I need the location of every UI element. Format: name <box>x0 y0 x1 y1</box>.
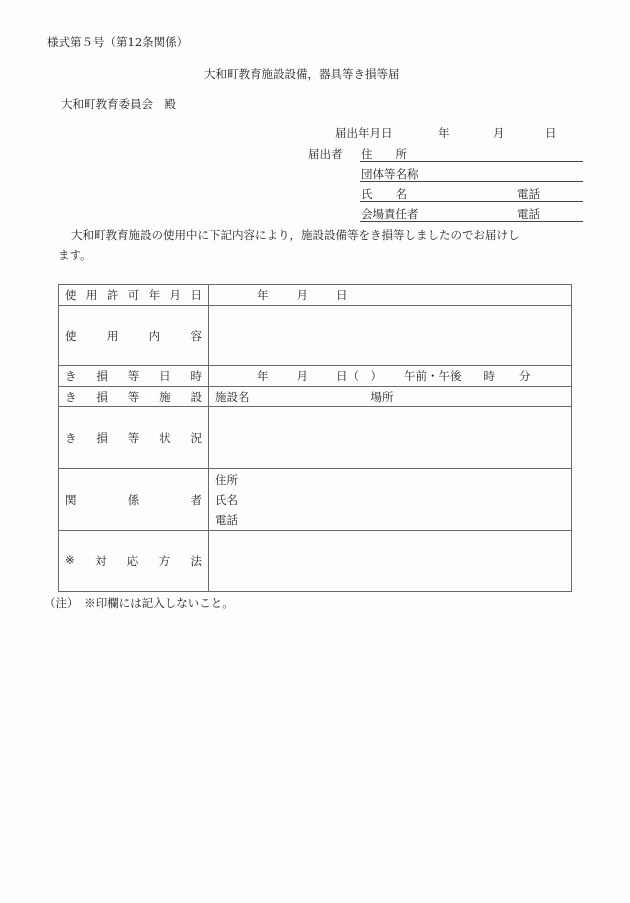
related-person-field[interactable] <box>209 469 572 531</box>
submission-month: 月 <box>493 126 505 140</box>
page-title: 大和町教育施設設備，器具等き損等届 <box>204 67 400 81</box>
table-row-related-person <box>59 469 572 531</box>
damage-datetime-field[interactable]: 年 月 日（ ） 午前・午後 時 分 <box>209 366 572 387</box>
related-address-label: 住所 <box>215 472 238 487</box>
table-row-damage-datetime <box>59 366 572 387</box>
damage-report-table <box>58 284 572 592</box>
footnote: （注） ※印欄には記入しないこと。 <box>44 596 234 610</box>
row-label: 使 用 許 可 年 月 日 <box>59 285 209 306</box>
org-underline <box>360 181 583 182</box>
intro-line-2: ます。 <box>58 248 92 262</box>
name-underline <box>360 201 583 202</box>
address-field-label[interactable]: 住 所 <box>361 147 407 161</box>
row-label: き 損 等 状 況 <box>59 407 209 469</box>
permit-date-field[interactable]: 年 月 日 <box>209 285 572 306</box>
table-row-damage-facility <box>59 387 572 407</box>
manager-field-label[interactable]: 会場責任者 <box>361 207 419 221</box>
phone-field-label[interactable]: 電話 <box>517 187 540 201</box>
intro-line-1: 大和町教育施設の使用中に下記内容により，施設設備等をき損等しましたのでお届けし <box>71 228 520 242</box>
name-field-label[interactable]: 氏 名 <box>361 187 407 201</box>
row-label: き 損 等 施 設 <box>59 387 209 407</box>
submission-year: 年 <box>438 126 450 140</box>
row-label: 使 用 内 容 <box>59 306 209 366</box>
table-row-response-method <box>59 531 572 592</box>
manager-underline <box>360 221 583 222</box>
usage-field[interactable] <box>209 306 572 366</box>
related-name-label: 氏名 <box>215 492 238 507</box>
manager-phone-label[interactable]: 電話 <box>517 207 540 221</box>
address-underline <box>360 161 583 162</box>
submission-day: 日 <box>545 126 557 140</box>
table-row-permit-date <box>59 285 572 306</box>
form-number: 様式第５号（第12条関係） <box>47 35 189 49</box>
submission-date-label: 届出年月日 <box>335 126 393 140</box>
damage-status-field[interactable] <box>209 407 572 469</box>
row-label: 関 係 者 <box>59 469 209 531</box>
submitter-label: 届出者 <box>308 147 343 161</box>
table-row-damage-status <box>59 407 572 469</box>
table-row-usage <box>59 306 572 366</box>
row-label: ※ 対 応 方 法 <box>59 531 209 592</box>
row-label: き 損 等 日 時 <box>59 366 209 387</box>
response-method-field[interactable] <box>209 531 572 592</box>
addressee: 大和町教育委員会 殿 <box>61 97 176 111</box>
damage-facility-field[interactable]: 施設名 場所 <box>209 387 572 407</box>
org-field-label[interactable]: 団体等名称 <box>361 167 419 181</box>
related-phone-label: 電話 <box>215 512 238 527</box>
